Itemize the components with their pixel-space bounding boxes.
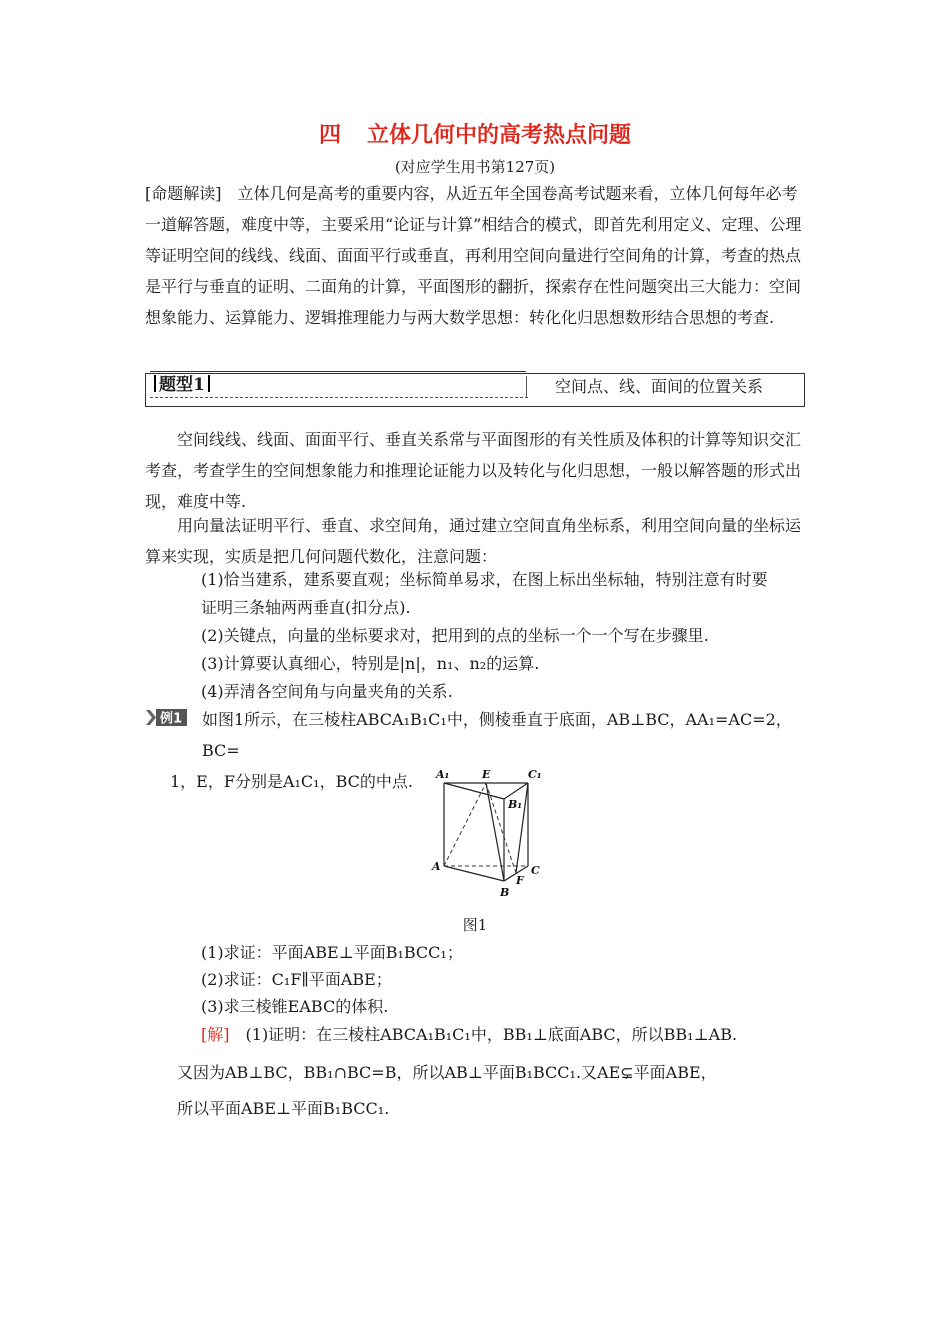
vertex-label: E xyxy=(482,768,491,781)
solution-text: (1)证明：在三棱柱ABCA₁B₁C₁中，BB₁⊥底面ABC，所以BB₁⊥AB. xyxy=(245,1025,738,1044)
intro-tag: [命题解读] xyxy=(145,184,222,203)
banner-separator xyxy=(526,376,527,398)
example-line-2: 1，E，F分别是A₁C₁，BC的中点. xyxy=(170,772,413,791)
vertex-label: C₁ xyxy=(528,768,542,781)
figure-caption: 图1 xyxy=(462,916,488,934)
section-tag: 题型1 xyxy=(151,374,213,396)
body-paragraph-2: 用向量法证明平行、垂直、求空间角，通过建立空间直角坐标系，利用空间向量的坐标运算来实现，实质是把几何问题代数化，注意问题： xyxy=(145,516,802,566)
solution-line-1 xyxy=(201,1022,737,1048)
intro-text: 立体几何是高考的重要内容，从近五年全国卷高考试题来看，立体几何每年必考一道解答题，难度中等，主要采用“论证与计算”相结合的模式，即首先利用定义、定理、公理等证明空间的线线、线面、面面平行或垂直，再利用空间向量进行空间角的计算，考查的热点是平行与垂直的证明、二面角的计算，平面图形的翻折，探索存在性问题突出三大能力：空间想象能力、运算能力、逻辑推理能力与两大数学思想：转化化归思想数形结合思想的考查. xyxy=(145,184,802,327)
vertex-label: B₁ xyxy=(508,798,523,811)
page-subtitle: (对应学生用书第127页) xyxy=(394,158,556,176)
intro-paragraph xyxy=(145,178,810,333)
vertex-label: C xyxy=(531,864,540,877)
list-item: (4)弄清各空间角与向量夹角的关系. xyxy=(201,682,453,701)
vertex-label: B xyxy=(500,886,510,899)
question-item: (2)求证：C₁F∥平面ABE； xyxy=(201,970,392,989)
question-item: (1)求证：平面ABE⊥平面B₁BCC₁； xyxy=(201,943,463,962)
list-item: (1)恰当建系，建系要直观；坐标简单易求，在图上标出坐标轴，特别注意有时要 xyxy=(201,570,768,589)
question-item: (3)求三棱锥EABC的体积. xyxy=(201,997,389,1016)
body-paragraph-1: 空间线线、线面、面面平行、垂直关系常与平面图形的有关性质及体积的计算等知识交汇考查，考查学生的空间想象能力和推理论证能力以及转化与化归思想，一般以解答题的形式出现，难度中等. xyxy=(145,430,802,511)
list-item: (2)关键点，向量的坐标要求对，把用到的点的坐标一个一个写在步骤里. xyxy=(201,626,709,645)
banner-top-rule xyxy=(150,371,526,372)
banner-dashed-rule xyxy=(150,397,528,398)
vertex-label: A₁ xyxy=(436,768,450,781)
example-line-1: 如图1所示，在三棱柱ABCA₁B₁C₁中，侧棱垂直于底面，AB⊥BC，AA₁=AC=2，BC= xyxy=(202,710,792,760)
vertex-label: F xyxy=(516,874,524,887)
prism-figure xyxy=(430,766,550,906)
list-item: 证明三条轴两两垂直(扣分点). xyxy=(201,598,411,617)
example-badge-label: 例1 xyxy=(160,711,183,726)
solution-tag: [解] xyxy=(201,1025,230,1044)
vertex-label: A xyxy=(432,860,441,873)
page-title: 四 立体几何中的高考热点问题 xyxy=(318,122,632,148)
solution-line-3: 所以平面ABE⊥平面B₁BCC₁. xyxy=(177,1099,390,1118)
list-item: (3)计算要认真细心，特别是|n|，n₁、n₂的运算. xyxy=(201,654,540,673)
section-topic: 空间点、线、面间的位置关系 xyxy=(555,377,764,396)
solution-line-2: 又因为AB⊥BC，BB₁∩BC=B，所以AB⊥平面B₁BCC₁.又AE⊊平面ABE， xyxy=(177,1063,717,1082)
